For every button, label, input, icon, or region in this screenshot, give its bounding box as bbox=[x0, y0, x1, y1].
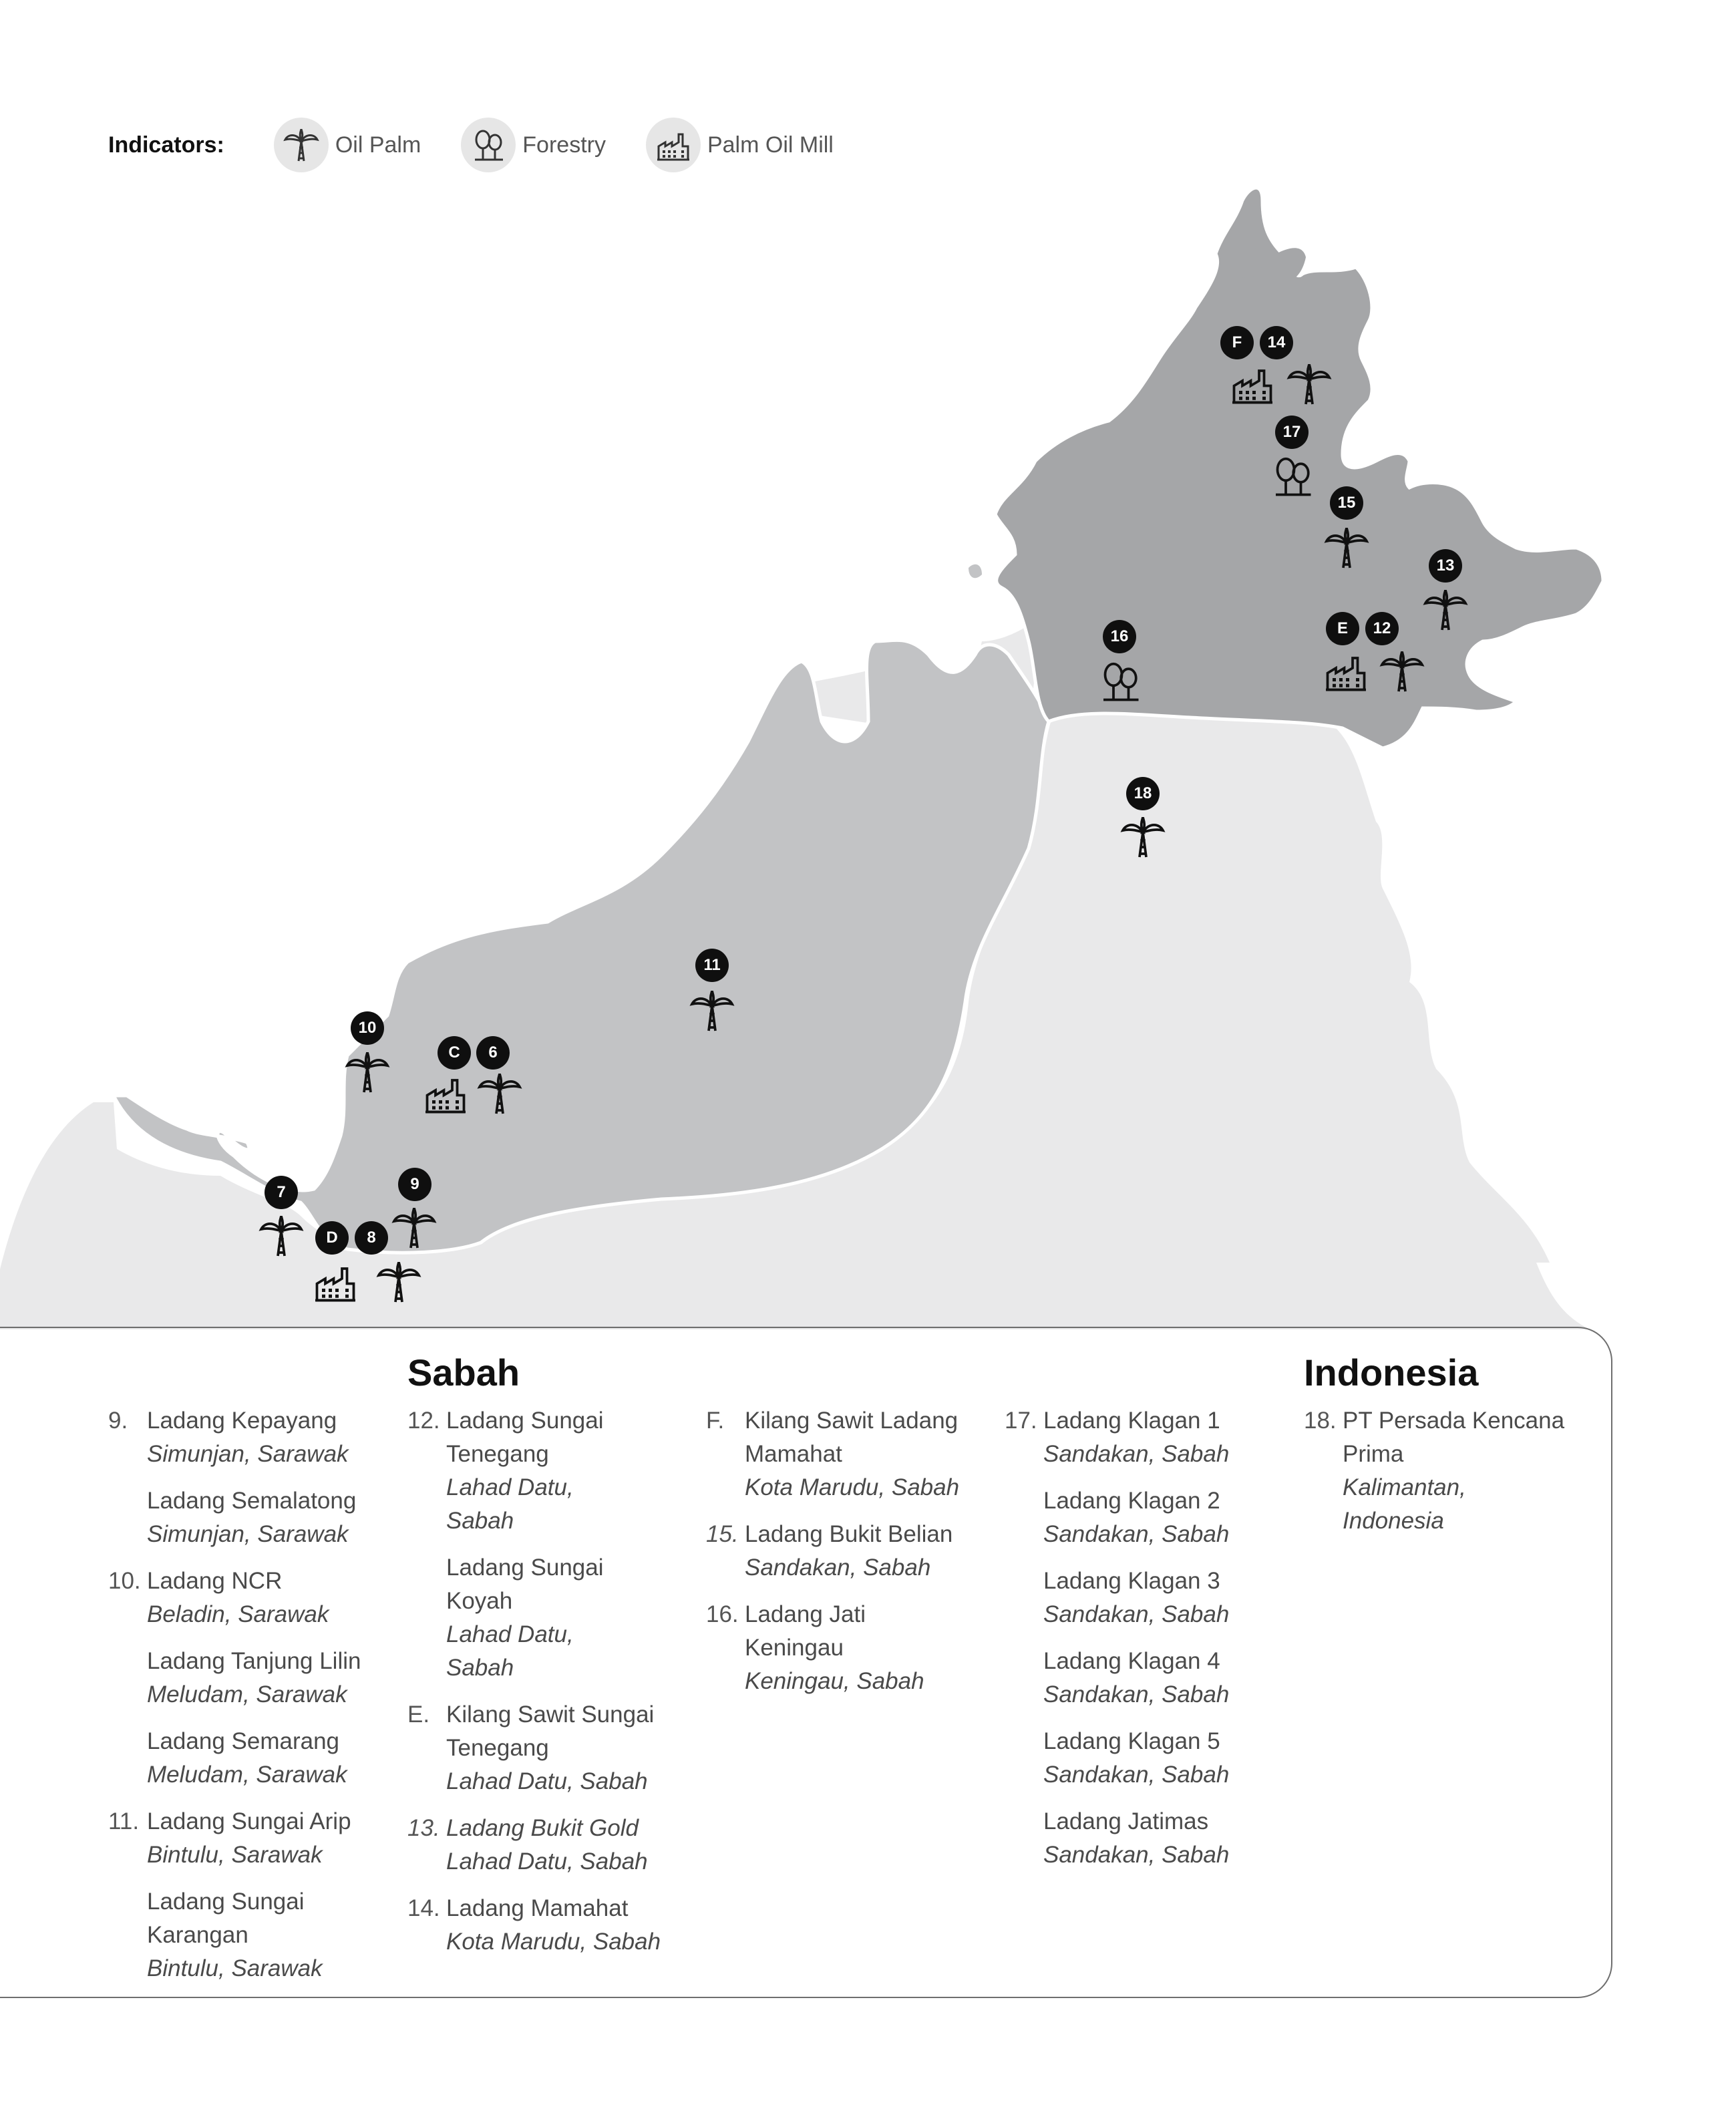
palm-oil-mill-icon bbox=[422, 1070, 469, 1117]
list-item: 13. Ladang Bukit Gold Lahad Datu, Sabah bbox=[407, 1815, 648, 1875]
list-item: F. Kilang Sawit Ladang Mamahat Kota Marudu, Sabah bbox=[706, 1408, 960, 1500]
marker-16: 16 bbox=[1103, 620, 1136, 653]
legend-label-oil-palm: Oil Palm bbox=[335, 132, 421, 158]
forestry-icon bbox=[1097, 658, 1144, 705]
marker-d: D bbox=[315, 1221, 349, 1255]
forestry-icon bbox=[1269, 453, 1316, 500]
palm-oil-mill-icon bbox=[646, 118, 701, 172]
list-item: 18. PT Persada Kencana Prima Kalimantan, Indonesia bbox=[1304, 1408, 1565, 1534]
labuan-island bbox=[969, 564, 982, 578]
oil-palm-icon bbox=[476, 1070, 523, 1117]
list-item: 10. Ladang NCR Beladin, Sarawak bbox=[108, 1568, 329, 1627]
list-item: Ladang Klagan 3 Sandakan, Sabah bbox=[1043, 1568, 1230, 1627]
oil-palm-icon bbox=[391, 1204, 438, 1251]
legend-item-forestry bbox=[461, 118, 606, 172]
list-item: Ladang Semarang Meludam, Sarawak bbox=[147, 1728, 347, 1788]
list-item: 17. Ladang Klagan 1 Sandakan, Sabah bbox=[1005, 1408, 1230, 1467]
marker-13: 13 bbox=[1429, 549, 1462, 583]
list-item: Ladang Klagan 4 Sandakan, Sabah bbox=[1043, 1648, 1230, 1708]
list-item: Ladang Tanjung Lilin Meludam, Sarawak bbox=[147, 1648, 361, 1708]
oil-palm-icon bbox=[1379, 648, 1425, 695]
marker-c: C bbox=[438, 1036, 471, 1070]
oil-palm-icon bbox=[274, 118, 329, 172]
marker-f: F bbox=[1220, 326, 1254, 359]
column-4 bbox=[1005, 1404, 1285, 1885]
oil-palm-icon bbox=[689, 987, 735, 1034]
marker-10: 10 bbox=[351, 1011, 384, 1045]
marker-6: 6 bbox=[476, 1036, 510, 1070]
column-2 bbox=[407, 1404, 688, 1972]
list-item: 16. Ladang Jati Keningau Keningau, Sabah bbox=[706, 1601, 924, 1694]
list-item: Ladang Semalatong Simunjan, Sarawak bbox=[147, 1488, 357, 1547]
oil-palm-icon bbox=[1323, 524, 1370, 571]
marker-14: 14 bbox=[1260, 326, 1293, 359]
list-item: 14. Ladang Mamahat Kota Marudu, Sabah bbox=[407, 1895, 661, 1955]
list-item: Ladang Sungai Koyah Lahad Datu, Sabah bbox=[446, 1555, 604, 1681]
list-item: Ladang Jatimas Sandakan, Sabah bbox=[1043, 1808, 1230, 1868]
palm-oil-mill-icon bbox=[1323, 648, 1369, 695]
heading-indonesia: Indonesia bbox=[1304, 1351, 1479, 1394]
marker-12: 12 bbox=[1365, 612, 1399, 645]
column-1 bbox=[108, 1404, 389, 1999]
list-item: 11. Ladang Sungai Arip Bintulu, Sarawak bbox=[108, 1808, 351, 1868]
heading-sabah: Sabah bbox=[407, 1351, 520, 1394]
oil-palm-icon bbox=[1422, 587, 1469, 633]
oil-palm-icon bbox=[344, 1049, 391, 1096]
marker-8: 8 bbox=[355, 1221, 388, 1255]
column-3 bbox=[706, 1404, 987, 1712]
oil-palm-icon bbox=[375, 1259, 422, 1305]
legend bbox=[108, 115, 874, 175]
palm-oil-mill-icon bbox=[312, 1259, 359, 1305]
legend-item-oil-palm bbox=[274, 118, 421, 172]
list-item: Ladang Klagan 2 Sandakan, Sabah bbox=[1043, 1488, 1230, 1547]
column-5 bbox=[1304, 1404, 1571, 1551]
list-item: 15. Ladang Bukit Belian Sandakan, Sabah bbox=[706, 1521, 953, 1581]
legend-item-palm-oil-mill bbox=[646, 118, 834, 172]
marker-e: E bbox=[1326, 612, 1359, 645]
list-item: 9. Ladang Kepayang Simunjan, Sarawak bbox=[108, 1408, 349, 1467]
palm-oil-mill-icon bbox=[1229, 361, 1276, 408]
marker-11: 11 bbox=[695, 949, 729, 982]
list-item: Ladang Sungai Karangan Bintulu, Sarawak bbox=[147, 1889, 323, 1981]
legend-label-palm-oil-mill: Palm Oil Mill bbox=[707, 132, 834, 158]
legend-title: Indicators: bbox=[108, 132, 224, 158]
list-item: E. Kilang Sawit Sungai Tenegang Lahad Datu, Sabah bbox=[407, 1701, 655, 1794]
list-item: 12. Ladang Sungai Tenegang Lahad Datu, Sabah bbox=[407, 1408, 604, 1534]
legend-label-forestry: Forestry bbox=[522, 132, 606, 158]
marker-15: 15 bbox=[1330, 486, 1363, 520]
oil-palm-icon bbox=[258, 1212, 305, 1259]
forestry-icon bbox=[461, 118, 516, 172]
oil-palm-icon bbox=[1119, 814, 1166, 860]
list-item: Ladang Klagan 5 Sandakan, Sabah bbox=[1043, 1728, 1230, 1788]
marker-18: 18 bbox=[1126, 777, 1160, 810]
marker-9: 9 bbox=[398, 1168, 431, 1201]
marker-17: 17 bbox=[1275, 416, 1309, 449]
marker-7: 7 bbox=[265, 1176, 298, 1209]
oil-palm-icon bbox=[1286, 361, 1333, 408]
